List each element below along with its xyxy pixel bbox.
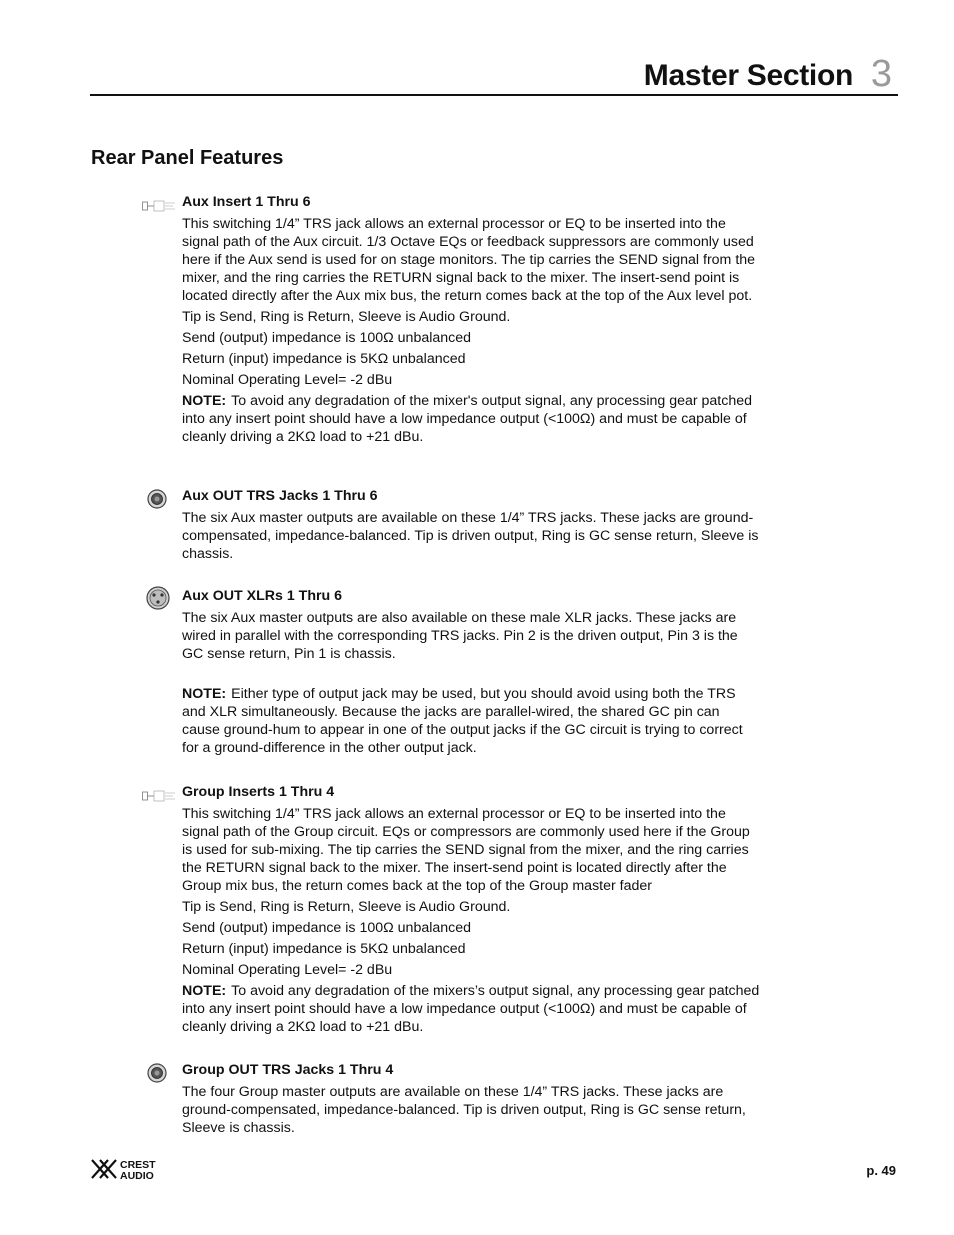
crest-audio-logo: [90, 1157, 180, 1186]
feature-spec: Return (input) impedance is 5KΩ unbalanced: [182, 351, 466, 367]
note-text: To avoid any degradation of the mixers’s output signal, any processing gear patched into any insert point should have a low impedance output (<100Ω) and must be capable of cleanly driving a 2KΩ load to +21 dBu.: [182, 983, 760, 1035]
insert-jack-icon: [142, 789, 176, 803]
feature-description: This switching 1/4” TRS jack allows an external processor or EQ to be inserted into the signal path of the Group circuit. EQs or compressors are commonly used here if the Group is used for sub-mixing. The tip carries the SEND signal from the mixer, and the ring carries the RETURN signal back to the mixer. The insert-send point is located directly after the Group mix bus, the return comes back at the top of the Group master fader: [182, 806, 750, 894]
page-header: [90, 53, 898, 96]
trs-jack-icon: [147, 489, 167, 509]
features-list: [182, 193, 760, 1140]
feature-spec: Send (output) impedance is 100Ω unbalanced: [182, 330, 472, 346]
section-title: Rear Panel Features: [91, 147, 284, 169]
feature-group-insert: [182, 783, 760, 1061]
note-text: Either type of output jack may be used, but you should avoid using both the TRS and XLR simultaneously. Because the jacks are parallel-wired, the shared GC pin can cause ground-hum to appear in one of the output jacks if the GC circuit is trying to correct for a ground-difference in the other output jack.: [182, 686, 743, 756]
feature-title: Group Inserts 1 Thru 4: [182, 784, 335, 800]
note-label: NOTE:: [182, 686, 227, 702]
note-label: NOTE:: [182, 983, 227, 999]
feature-note: [182, 982, 760, 1036]
note-label: NOTE:: [182, 393, 227, 409]
feature-note: [182, 685, 760, 757]
feature-title: Aux OUT XLRs 1 Thru 6: [182, 588, 343, 604]
feature-spec: Nominal Operating Level= -2 dBu: [182, 372, 393, 388]
page-number: p. 49: [866, 1163, 896, 1178]
page-title: Master Section: [643, 59, 853, 92]
feature-spec: Send (output) impedance is 100Ω unbalanced: [182, 920, 472, 936]
feature-spec: Return (input) impedance is 5KΩ unbalanced: [182, 941, 466, 957]
feature-description: The four Group master outputs are available on these 1/4” TRS jacks. These jacks are ground-compensated, impedance-balanced. Tip is driven output, Ring is GC sense return, Sleeve is chassis.: [182, 1084, 746, 1136]
xlr-jack-icon: [146, 586, 170, 610]
crest-audio-logo-mark: [90, 1157, 180, 1181]
feature-title: Group OUT TRS Jacks 1 Thru 4: [182, 1062, 394, 1078]
feature-aux-out-xlr: [182, 587, 760, 783]
trs-jack-icon: [147, 1063, 167, 1083]
feature-note: [182, 392, 760, 446]
chapter-number: 3: [870, 53, 892, 95]
feature-group-out-trs: [182, 1061, 760, 1137]
feature-spec: Nominal Operating Level= -2 dBu: [182, 962, 393, 978]
logo-text-bottom: AUDIO: [120, 1170, 154, 1181]
feature-title: Aux Insert 1 Thru 6: [182, 194, 311, 210]
feature-spec: Tip is Send, Ring is Return, Sleeve is Audio Ground.: [182, 309, 511, 325]
feature-description: This switching 1/4” TRS jack allows an external processor or EQ to be inserted into the signal path of the Aux circuit. 1/3 Octave EQs or feedback suppressors are commonly used here if the Aux send is used for on stage monitors. The tip carries the SEND signal from the mixer, and the ring carries the RETURN signal back to the mixer. The insert-send point is located directly after the Aux mix bus, the return comes back at the top of the Aux level pot.: [182, 216, 756, 304]
logo-text-top: CREST: [120, 1159, 156, 1171]
feature-aux-insert: [182, 193, 760, 487]
feature-description: The six Aux master outputs are also available on these male XLR jacks. These jacks are wired in parallel with the corresponding TRS jacks. Pin 2 is the driven output, Pin 3 is the GC sense return, Pin 1 is chassis.: [182, 610, 738, 662]
feature-aux-out-trs: [182, 487, 760, 587]
insert-jack-icon: [142, 199, 176, 213]
feature-spec: Tip is Send, Ring is Return, Sleeve is Audio Ground.: [182, 899, 511, 915]
feature-title: Aux OUT TRS Jacks 1 Thru 6: [182, 488, 378, 504]
note-text: To avoid any degradation of the mixer's output signal, any processing gear patched into any insert point should have a low impedance output (<100Ω) and must be capable of cleanly driving a 2KΩ load to +21 dBu.: [182, 393, 753, 445]
feature-description: The six Aux master outputs are available on these 1/4” TRS jacks. These jacks are ground-compensated, impedance-balanced. Tip is driven output, Ring is GC sense return, Sleeve is chassis.: [182, 510, 759, 562]
